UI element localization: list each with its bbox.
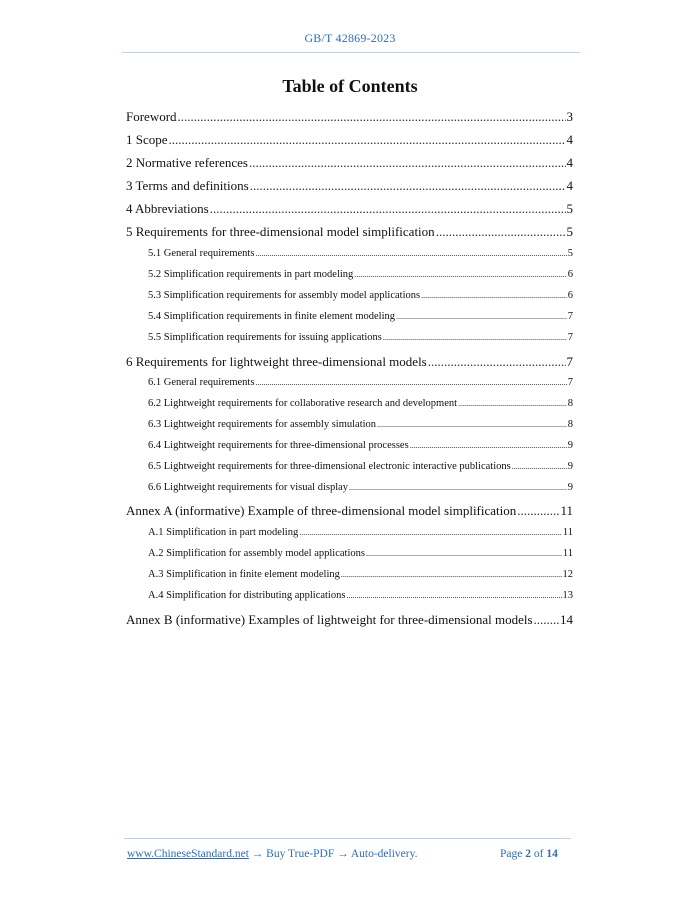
toc-entry-title: 5.4 Simplification requirements in finite element modeling (148, 311, 395, 322)
toc-entry-title: 6.6 Lightweight requirements for visual display (148, 482, 349, 493)
toc-entry-title: A.4 Simplification for distributing applications (148, 590, 346, 601)
toc-leader-dots (383, 333, 567, 342)
toc-entry-5-2[interactable] (148, 269, 573, 280)
page-of: of (533, 848, 544, 860)
toc-entry-page: 7 (567, 311, 573, 322)
toc-leader-dots (169, 132, 566, 148)
toc-entry-title: Annex A (informative) Example of three-dimensional model simplification (126, 503, 517, 518)
toc-entry-title: 3 Terms and definitions (126, 178, 249, 193)
toc-leader-dots (349, 483, 567, 492)
toc-entry-5-4[interactable] (148, 311, 573, 322)
toc-entry-6-5[interactable] (148, 461, 573, 472)
toc-entry-title: A.3 Simplification in finite element modeling (148, 569, 340, 580)
toc-entry-6-3[interactable] (148, 419, 573, 430)
toc-leader-dots (255, 378, 566, 387)
toc-entry-title: 6.2 Lightweight requirements for collaborative research and development (148, 398, 458, 409)
footer-promo (127, 848, 417, 860)
toc-entry-page: 9 (567, 440, 573, 451)
toc-leader-dots (436, 224, 566, 240)
toc-entry-6-6[interactable] (148, 482, 573, 493)
toc-leader-dots (178, 109, 566, 125)
toc-entry-title: 5.2 Simplification requirements in part modeling (148, 269, 354, 280)
toc-entry-annex-a[interactable] (126, 503, 573, 519)
toc-entry-page: 9 (567, 461, 573, 472)
toc-entry-page: 4 (566, 132, 573, 147)
toc-entry-title: 5.5 Simplification requirements for issuing applications (148, 332, 382, 343)
toc-entry-page: 12 (562, 569, 573, 580)
toc-entry-5-3[interactable] (148, 290, 573, 301)
toc-entry-page: 7 (567, 332, 573, 343)
toc-entry-page: 3 (566, 109, 573, 124)
toc-leader-dots (249, 155, 566, 171)
toc-leader-dots (210, 201, 566, 217)
toc-entry-a-4[interactable] (148, 590, 573, 601)
toc-entry-page: 11 (562, 548, 573, 559)
toc-entry-a-3[interactable] (148, 569, 573, 580)
toc-entry-title: 6 Requirements for lightweight three-dimensional models (126, 354, 427, 369)
toc-leader-dots (366, 549, 562, 558)
toc-leader-dots (341, 570, 562, 579)
toc-leader-dots (512, 462, 567, 471)
toc-entry-page: 14 (560, 612, 573, 627)
site-link[interactable]: www.ChineseStandard.net (127, 848, 249, 860)
header-divider (122, 52, 580, 53)
toc-entry-6-1[interactable] (148, 377, 573, 388)
toc-leader-dots (299, 528, 562, 537)
toc-entry-page: 5 (566, 201, 573, 216)
toc-entry-section-5[interactable] (126, 224, 573, 240)
page-indicator (500, 848, 558, 860)
toc-entry-title: 5.3 Simplification requirements for assembly model applications (148, 290, 421, 301)
document-number-header: GB/T 42869-2023 (304, 31, 396, 45)
promo-text: → Buy True-PDF → Auto-delivery. (248, 848, 418, 860)
toc-entry-scope[interactable] (126, 132, 573, 148)
toc-entry-title: A.2 Simplification for assembly model applications (148, 548, 365, 559)
toc-entry-title: 6.4 Lightweight requirements for three-dimensional processes (148, 440, 409, 451)
page-current: 2 (525, 848, 531, 860)
toc-entry-title: Foreword (126, 109, 177, 124)
toc-leader-dots (410, 441, 567, 450)
toc-entry-title: 6.3 Lightweight requirements for assembly simulation (148, 419, 377, 430)
toc-entry-title: 6.1 General requirements (148, 377, 255, 388)
toc-entry-title: Annex B (informative) Examples of lightweight for three-dimensional models (126, 612, 533, 627)
toc-entry-page: 7 (567, 377, 573, 388)
toc-entry-6-4[interactable] (148, 440, 573, 451)
toc-entry-page: 13 (562, 590, 573, 601)
page-title: Table of Contents (282, 76, 418, 96)
footer-divider (124, 838, 571, 839)
toc-entry-page: 5 (567, 248, 573, 259)
toc-entry-page: 7 (566, 354, 573, 369)
toc-leader-dots (396, 312, 567, 321)
toc-leader-dots (421, 291, 567, 300)
toc-entry-page: 6 (567, 269, 573, 280)
toc-entry-a-2[interactable] (148, 548, 573, 559)
toc-entry-title: 5 Requirements for three-dimensional model simplification (126, 224, 435, 239)
toc-leader-dots (377, 420, 567, 429)
toc-leader-dots (428, 354, 566, 370)
toc-entry-page: 8 (567, 398, 573, 409)
toc-entry-normative-references[interactable] (126, 155, 573, 171)
toc-entry-title: 5.1 General requirements (148, 248, 255, 259)
toc-entry-title: 2 Normative references (126, 155, 248, 170)
toc-entry-page: 11 (560, 503, 573, 518)
toc-entry-a-1[interactable] (148, 527, 573, 538)
toc-entry-6-2[interactable] (148, 398, 573, 409)
toc-leader-dots (354, 270, 566, 279)
toc-leader-dots (534, 612, 559, 628)
toc-entry-5-5[interactable] (148, 332, 573, 343)
toc-entry-page: 6 (567, 290, 573, 301)
toc-entry-page: 4 (566, 155, 573, 170)
toc-leader-dots (458, 399, 567, 408)
toc-entry-annex-b[interactable] (126, 612, 573, 628)
toc-entry-title: 1 Scope (126, 132, 168, 147)
toc-entry-page: 8 (567, 419, 573, 430)
toc-entry-5-1[interactable] (148, 248, 573, 259)
toc-entry-page: 4 (566, 178, 573, 193)
toc-leader-dots (517, 503, 559, 519)
toc-entry-section-6[interactable] (126, 354, 573, 370)
toc-entry-title: A.1 Simplification in part modeling (148, 527, 299, 538)
page-total: 14 (546, 848, 558, 860)
toc-entry-title: 6.5 Lightweight requirements for three-dimensional electronic interactive publications (148, 461, 511, 472)
toc-entry-page: 11 (562, 527, 573, 538)
toc-entry-foreword[interactable] (126, 109, 573, 125)
toc-leader-dots (250, 178, 566, 194)
toc-leader-dots (255, 249, 566, 258)
toc-entry-abbreviations[interactable] (126, 201, 573, 217)
toc-entry-title: 4 Abbreviations (126, 201, 209, 216)
toc-entry-terms-definitions[interactable] (126, 178, 573, 194)
toc-entry-page: 9 (567, 482, 573, 493)
toc-entry-page: 5 (566, 224, 573, 239)
toc-leader-dots (346, 591, 561, 600)
page-label: Page (500, 848, 523, 860)
